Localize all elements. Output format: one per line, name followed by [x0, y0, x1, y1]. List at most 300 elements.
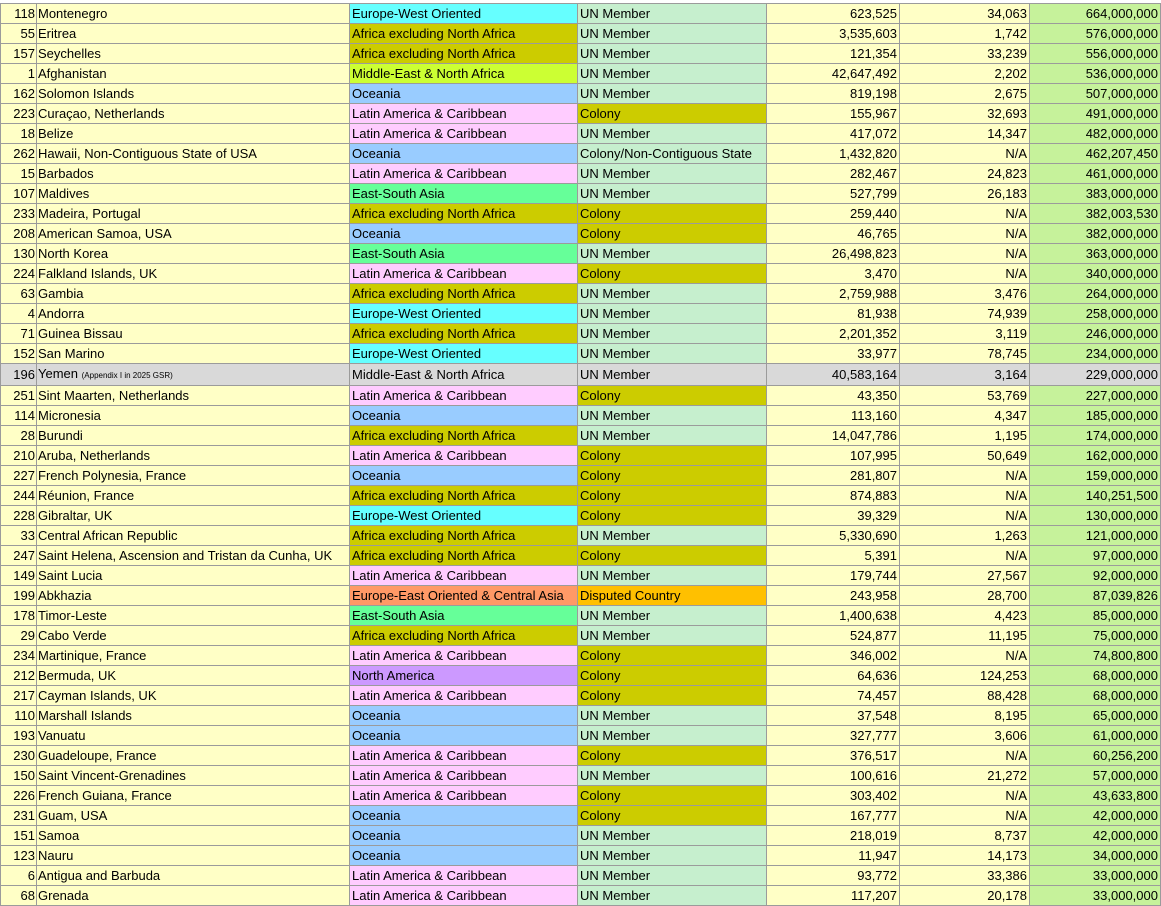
population-cell[interactable]: 43,350: [767, 386, 900, 406]
per-capita-cell[interactable]: 53,769: [900, 386, 1030, 406]
total-cell[interactable]: 140,251,500: [1030, 486, 1161, 506]
population-cell[interactable]: 303,402: [767, 786, 900, 806]
country-cell[interactable]: [37, 646, 350, 666]
country-cell[interactable]: [37, 446, 350, 466]
population-cell[interactable]: 819,198: [767, 84, 900, 104]
population-cell[interactable]: 117,207: [767, 886, 900, 906]
population-cell[interactable]: 93,772: [767, 866, 900, 886]
status-cell[interactable]: UN Member: [578, 826, 767, 846]
country-cell[interactable]: [37, 244, 350, 264]
rank-cell[interactable]: 150: [1, 766, 37, 786]
total-cell[interactable]: 68,000,000: [1030, 686, 1161, 706]
country-cell[interactable]: [37, 846, 350, 866]
rank-cell[interactable]: 33: [1, 526, 37, 546]
status-cell[interactable]: UN Member: [578, 84, 767, 104]
status-cell[interactable]: UN Member: [578, 4, 767, 24]
population-cell[interactable]: 417,072: [767, 124, 900, 144]
rank-cell[interactable]: 231: [1, 806, 37, 826]
region-cell[interactable]: Oceania: [350, 224, 578, 244]
status-cell[interactable]: UN Member: [578, 706, 767, 726]
per-capita-cell[interactable]: 78,745: [900, 344, 1030, 364]
rank-cell[interactable]: 6: [1, 866, 37, 886]
region-cell[interactable]: Europe-West Oriented: [350, 506, 578, 526]
region-cell[interactable]: Europe-West Oriented: [350, 304, 578, 324]
region-cell[interactable]: East-South Asia: [350, 184, 578, 204]
country-cell[interactable]: [37, 786, 350, 806]
total-cell[interactable]: 43,633,800: [1030, 786, 1161, 806]
total-cell[interactable]: 121,000,000: [1030, 526, 1161, 546]
total-cell[interactable]: 229,000,000: [1030, 364, 1161, 386]
region-cell[interactable]: Oceania: [350, 84, 578, 104]
rank-cell[interactable]: 152: [1, 344, 37, 364]
country-cell[interactable]: [37, 24, 350, 44]
population-cell[interactable]: 2,201,352: [767, 324, 900, 344]
per-capita-cell[interactable]: 26,183: [900, 184, 1030, 204]
rank-cell[interactable]: 151: [1, 826, 37, 846]
per-capita-cell[interactable]: N/A: [900, 486, 1030, 506]
country-cell[interactable]: [37, 224, 350, 244]
total-cell[interactable]: 42,000,000: [1030, 826, 1161, 846]
total-cell[interactable]: 159,000,000: [1030, 466, 1161, 486]
total-cell[interactable]: 462,207,450: [1030, 144, 1161, 164]
per-capita-cell[interactable]: 32,693: [900, 104, 1030, 124]
region-cell[interactable]: Oceania: [350, 726, 578, 746]
total-cell[interactable]: 87,039,826: [1030, 586, 1161, 606]
per-capita-cell[interactable]: N/A: [900, 806, 1030, 826]
population-cell[interactable]: 26,498,823: [767, 244, 900, 264]
region-cell[interactable]: Europe-West Oriented: [350, 344, 578, 364]
population-cell[interactable]: 121,354: [767, 44, 900, 64]
status-cell[interactable]: Colony: [578, 204, 767, 224]
rank-cell[interactable]: 227: [1, 466, 37, 486]
country-cell[interactable]: [37, 144, 350, 164]
region-cell[interactable]: Oceania: [350, 144, 578, 164]
rank-cell[interactable]: 178: [1, 606, 37, 626]
rank-cell[interactable]: 28: [1, 426, 37, 446]
per-capita-cell[interactable]: 8,195: [900, 706, 1030, 726]
rank-cell[interactable]: 110: [1, 706, 37, 726]
status-cell[interactable]: UN Member: [578, 324, 767, 344]
country-cell[interactable]: [37, 204, 350, 224]
population-cell[interactable]: 74,457: [767, 686, 900, 706]
status-cell[interactable]: Colony: [578, 666, 767, 686]
region-cell[interactable]: Africa excluding North Africa: [350, 324, 578, 344]
total-cell[interactable]: 57,000,000: [1030, 766, 1161, 786]
per-capita-cell[interactable]: 20,178: [900, 886, 1030, 906]
country-cell[interactable]: [37, 284, 350, 304]
rank-cell[interactable]: 226: [1, 786, 37, 806]
region-cell[interactable]: Latin America & Caribbean: [350, 686, 578, 706]
total-cell[interactable]: 576,000,000: [1030, 24, 1161, 44]
total-cell[interactable]: 363,000,000: [1030, 244, 1161, 264]
region-cell[interactable]: Oceania: [350, 846, 578, 866]
status-cell[interactable]: Colony: [578, 224, 767, 244]
country-cell[interactable]: [37, 566, 350, 586]
total-cell[interactable]: 556,000,000: [1030, 44, 1161, 64]
status-cell[interactable]: UN Member: [578, 124, 767, 144]
population-cell[interactable]: 1,432,820: [767, 144, 900, 164]
per-capita-cell[interactable]: N/A: [900, 264, 1030, 284]
population-cell[interactable]: 14,047,786: [767, 426, 900, 446]
total-cell[interactable]: 75,000,000: [1030, 626, 1161, 646]
region-cell[interactable]: Africa excluding North Africa: [350, 526, 578, 546]
population-cell[interactable]: 46,765: [767, 224, 900, 244]
region-cell[interactable]: Latin America & Caribbean: [350, 746, 578, 766]
rank-cell[interactable]: 107: [1, 184, 37, 204]
per-capita-cell[interactable]: 1,263: [900, 526, 1030, 546]
total-cell[interactable]: 97,000,000: [1030, 546, 1161, 566]
country-cell[interactable]: [37, 324, 350, 344]
total-cell[interactable]: 482,000,000: [1030, 124, 1161, 144]
country-cell[interactable]: [37, 526, 350, 546]
status-cell[interactable]: UN Member: [578, 164, 767, 184]
status-cell[interactable]: Colony/Non-Contiguous State: [578, 144, 767, 164]
region-cell[interactable]: Latin America & Caribbean: [350, 386, 578, 406]
country-cell[interactable]: [37, 626, 350, 646]
per-capita-cell[interactable]: N/A: [900, 506, 1030, 526]
total-cell[interactable]: 33,000,000: [1030, 886, 1161, 906]
total-cell[interactable]: 246,000,000: [1030, 324, 1161, 344]
per-capita-cell[interactable]: 74,939: [900, 304, 1030, 324]
population-cell[interactable]: 107,995: [767, 446, 900, 466]
region-cell[interactable]: Middle-East & North Africa: [350, 64, 578, 84]
population-cell[interactable]: 11,947: [767, 846, 900, 866]
region-cell[interactable]: Oceania: [350, 406, 578, 426]
total-cell[interactable]: 383,000,000: [1030, 184, 1161, 204]
total-cell[interactable]: 162,000,000: [1030, 446, 1161, 466]
rank-cell[interactable]: 118: [1, 4, 37, 24]
status-cell[interactable]: UN Member: [578, 626, 767, 646]
per-capita-cell[interactable]: 11,195: [900, 626, 1030, 646]
status-cell[interactable]: UN Member: [578, 766, 767, 786]
total-cell[interactable]: 264,000,000: [1030, 284, 1161, 304]
country-cell[interactable]: [37, 886, 350, 906]
population-cell[interactable]: 113,160: [767, 406, 900, 426]
rank-cell[interactable]: 123: [1, 846, 37, 866]
region-cell[interactable]: Oceania: [350, 826, 578, 846]
per-capita-cell[interactable]: N/A: [900, 546, 1030, 566]
per-capita-cell[interactable]: 124,253: [900, 666, 1030, 686]
population-cell[interactable]: 327,777: [767, 726, 900, 746]
country-cell[interactable]: [37, 44, 350, 64]
population-cell[interactable]: 179,744: [767, 566, 900, 586]
rank-cell[interactable]: 217: [1, 686, 37, 706]
population-cell[interactable]: 218,019: [767, 826, 900, 846]
rank-cell[interactable]: 244: [1, 486, 37, 506]
region-cell[interactable]: East-South Asia: [350, 244, 578, 264]
status-cell[interactable]: UN Member: [578, 566, 767, 586]
population-cell[interactable]: 259,440: [767, 204, 900, 224]
status-cell[interactable]: Colony: [578, 386, 767, 406]
per-capita-cell[interactable]: N/A: [900, 144, 1030, 164]
rank-cell[interactable]: 130: [1, 244, 37, 264]
region-cell[interactable]: Africa excluding North Africa: [350, 24, 578, 44]
total-cell[interactable]: 185,000,000: [1030, 406, 1161, 426]
country-cell[interactable]: [37, 826, 350, 846]
region-cell[interactable]: Latin America & Caribbean: [350, 766, 578, 786]
region-cell[interactable]: Africa excluding North Africa: [350, 426, 578, 446]
population-cell[interactable]: 3,470: [767, 264, 900, 284]
per-capita-cell[interactable]: N/A: [900, 244, 1030, 264]
total-cell[interactable]: 92,000,000: [1030, 566, 1161, 586]
country-cell[interactable]: [37, 466, 350, 486]
status-cell[interactable]: Colony: [578, 806, 767, 826]
population-cell[interactable]: 100,616: [767, 766, 900, 786]
region-cell[interactable]: Europe-East Oriented & Central Asia: [350, 586, 578, 606]
rank-cell[interactable]: 15: [1, 164, 37, 184]
region-cell[interactable]: Latin America & Caribbean: [350, 264, 578, 284]
per-capita-cell[interactable]: 1,742: [900, 24, 1030, 44]
per-capita-cell[interactable]: 14,173: [900, 846, 1030, 866]
rank-cell[interactable]: 251: [1, 386, 37, 406]
rank-cell[interactable]: 208: [1, 224, 37, 244]
status-cell[interactable]: UN Member: [578, 726, 767, 746]
country-cell[interactable]: [37, 706, 350, 726]
total-cell[interactable]: 61,000,000: [1030, 726, 1161, 746]
rank-cell[interactable]: 212: [1, 666, 37, 686]
population-cell[interactable]: 42,647,492: [767, 64, 900, 84]
country-cell[interactable]: [37, 364, 350, 386]
total-cell[interactable]: 664,000,000: [1030, 4, 1161, 24]
per-capita-cell[interactable]: 3,476: [900, 284, 1030, 304]
per-capita-cell[interactable]: 14,347: [900, 124, 1030, 144]
total-cell[interactable]: 507,000,000: [1030, 84, 1161, 104]
country-cell[interactable]: [37, 486, 350, 506]
country-cell[interactable]: [37, 304, 350, 324]
total-cell[interactable]: 461,000,000: [1030, 164, 1161, 184]
rank-cell[interactable]: 262: [1, 144, 37, 164]
per-capita-cell[interactable]: N/A: [900, 746, 1030, 766]
total-cell[interactable]: 491,000,000: [1030, 104, 1161, 124]
population-cell[interactable]: 524,877: [767, 626, 900, 646]
total-cell[interactable]: 65,000,000: [1030, 706, 1161, 726]
total-cell[interactable]: 536,000,000: [1030, 64, 1161, 84]
country-cell[interactable]: [37, 4, 350, 24]
per-capita-cell[interactable]: 3,606: [900, 726, 1030, 746]
per-capita-cell[interactable]: 2,202: [900, 64, 1030, 84]
population-cell[interactable]: 3,535,603: [767, 24, 900, 44]
total-cell[interactable]: 174,000,000: [1030, 426, 1161, 446]
region-cell[interactable]: Latin America & Caribbean: [350, 124, 578, 144]
population-cell[interactable]: 874,883: [767, 486, 900, 506]
region-cell[interactable]: Africa excluding North Africa: [350, 204, 578, 224]
rank-cell[interactable]: 114: [1, 406, 37, 426]
rank-cell[interactable]: 162: [1, 84, 37, 104]
rank-cell[interactable]: 224: [1, 264, 37, 284]
region-cell[interactable]: Middle-East & North Africa: [350, 364, 578, 386]
per-capita-cell[interactable]: N/A: [900, 224, 1030, 244]
per-capita-cell[interactable]: 88,428: [900, 686, 1030, 706]
status-cell[interactable]: Disputed Country: [578, 586, 767, 606]
population-cell[interactable]: 282,467: [767, 164, 900, 184]
rank-cell[interactable]: 230: [1, 746, 37, 766]
per-capita-cell[interactable]: N/A: [900, 646, 1030, 666]
total-cell[interactable]: 382,000,000: [1030, 224, 1161, 244]
status-cell[interactable]: UN Member: [578, 886, 767, 906]
region-cell[interactable]: Africa excluding North Africa: [350, 626, 578, 646]
country-cell[interactable]: [37, 164, 350, 184]
country-cell[interactable]: [37, 344, 350, 364]
status-cell[interactable]: UN Member: [578, 866, 767, 886]
region-cell[interactable]: Latin America & Caribbean: [350, 786, 578, 806]
rank-cell[interactable]: 210: [1, 446, 37, 466]
status-cell[interactable]: Colony: [578, 786, 767, 806]
per-capita-cell[interactable]: 24,823: [900, 164, 1030, 184]
country-cell[interactable]: [37, 606, 350, 626]
total-cell[interactable]: 33,000,000: [1030, 866, 1161, 886]
total-cell[interactable]: 340,000,000: [1030, 264, 1161, 284]
total-cell[interactable]: 85,000,000: [1030, 606, 1161, 626]
per-capita-cell[interactable]: N/A: [900, 204, 1030, 224]
total-cell[interactable]: 42,000,000: [1030, 806, 1161, 826]
rank-cell[interactable]: 247: [1, 546, 37, 566]
rank-cell[interactable]: 234: [1, 646, 37, 666]
country-cell[interactable]: [37, 586, 350, 606]
population-cell[interactable]: 346,002: [767, 646, 900, 666]
per-capita-cell[interactable]: 1,195: [900, 426, 1030, 446]
population-cell[interactable]: 33,977: [767, 344, 900, 364]
status-cell[interactable]: UN Member: [578, 846, 767, 866]
status-cell[interactable]: UN Member: [578, 344, 767, 364]
total-cell[interactable]: 130,000,000: [1030, 506, 1161, 526]
rank-cell[interactable]: 223: [1, 104, 37, 124]
country-cell[interactable]: [37, 264, 350, 284]
region-cell[interactable]: Oceania: [350, 806, 578, 826]
status-cell[interactable]: UN Member: [578, 244, 767, 264]
rank-cell[interactable]: 4: [1, 304, 37, 324]
status-cell[interactable]: UN Member: [578, 184, 767, 204]
region-cell[interactable]: Africa excluding North Africa: [350, 284, 578, 304]
per-capita-cell[interactable]: 3,119: [900, 324, 1030, 344]
per-capita-cell[interactable]: 4,347: [900, 406, 1030, 426]
per-capita-cell[interactable]: 8,737: [900, 826, 1030, 846]
region-cell[interactable]: Oceania: [350, 706, 578, 726]
country-cell[interactable]: [37, 104, 350, 124]
total-cell[interactable]: 258,000,000: [1030, 304, 1161, 324]
country-cell[interactable]: [37, 766, 350, 786]
country-cell[interactable]: [37, 506, 350, 526]
status-cell[interactable]: UN Member: [578, 284, 767, 304]
rank-cell[interactable]: 149: [1, 566, 37, 586]
status-cell[interactable]: UN Member: [578, 304, 767, 324]
country-cell[interactable]: [37, 806, 350, 826]
status-cell[interactable]: UN Member: [578, 24, 767, 44]
status-cell[interactable]: UN Member: [578, 44, 767, 64]
region-cell[interactable]: Oceania: [350, 466, 578, 486]
status-cell[interactable]: Colony: [578, 546, 767, 566]
total-cell[interactable]: 234,000,000: [1030, 344, 1161, 364]
status-cell[interactable]: UN Member: [578, 606, 767, 626]
population-cell[interactable]: 39,329: [767, 506, 900, 526]
population-cell[interactable]: 1,400,638: [767, 606, 900, 626]
population-cell[interactable]: 40,583,164: [767, 364, 900, 386]
country-cell[interactable]: [37, 64, 350, 84]
per-capita-cell[interactable]: 34,063: [900, 4, 1030, 24]
per-capita-cell[interactable]: N/A: [900, 786, 1030, 806]
per-capita-cell[interactable]: 50,649: [900, 446, 1030, 466]
status-cell[interactable]: UN Member: [578, 406, 767, 426]
rank-cell[interactable]: 228: [1, 506, 37, 526]
region-cell[interactable]: Europe-West Oriented: [350, 4, 578, 24]
status-cell[interactable]: Colony: [578, 506, 767, 526]
rank-cell[interactable]: 29: [1, 626, 37, 646]
region-cell[interactable]: North America: [350, 666, 578, 686]
region-cell[interactable]: Latin America & Caribbean: [350, 866, 578, 886]
region-cell[interactable]: Africa excluding North Africa: [350, 546, 578, 566]
rank-cell[interactable]: 199: [1, 586, 37, 606]
population-cell[interactable]: 155,967: [767, 104, 900, 124]
region-cell[interactable]: Africa excluding North Africa: [350, 486, 578, 506]
country-cell[interactable]: [37, 746, 350, 766]
per-capita-cell[interactable]: 2,675: [900, 84, 1030, 104]
population-cell[interactable]: 623,525: [767, 4, 900, 24]
country-cell[interactable]: [37, 546, 350, 566]
country-cell[interactable]: [37, 686, 350, 706]
population-cell[interactable]: 64,636: [767, 666, 900, 686]
rank-cell[interactable]: 71: [1, 324, 37, 344]
country-cell[interactable]: [37, 666, 350, 686]
rank-cell[interactable]: 196: [1, 364, 37, 386]
total-cell[interactable]: 68,000,000: [1030, 666, 1161, 686]
total-cell[interactable]: 227,000,000: [1030, 386, 1161, 406]
region-cell[interactable]: Latin America & Caribbean: [350, 566, 578, 586]
population-cell[interactable]: 376,517: [767, 746, 900, 766]
per-capita-cell[interactable]: 3,164: [900, 364, 1030, 386]
status-cell[interactable]: Colony: [578, 264, 767, 284]
rank-cell[interactable]: 55: [1, 24, 37, 44]
population-cell[interactable]: 243,958: [767, 586, 900, 606]
status-cell[interactable]: Colony: [578, 446, 767, 466]
per-capita-cell[interactable]: 21,272: [900, 766, 1030, 786]
status-cell[interactable]: Colony: [578, 486, 767, 506]
status-cell[interactable]: Colony: [578, 104, 767, 124]
status-cell[interactable]: UN Member: [578, 526, 767, 546]
per-capita-cell[interactable]: 33,239: [900, 44, 1030, 64]
country-cell[interactable]: [37, 726, 350, 746]
status-cell[interactable]: UN Member: [578, 426, 767, 446]
rank-cell[interactable]: 18: [1, 124, 37, 144]
per-capita-cell[interactable]: 27,567: [900, 566, 1030, 586]
status-cell[interactable]: Colony: [578, 466, 767, 486]
region-cell[interactable]: Latin America & Caribbean: [350, 646, 578, 666]
population-cell[interactable]: 281,807: [767, 466, 900, 486]
status-cell[interactable]: Colony: [578, 646, 767, 666]
region-cell[interactable]: Latin America & Caribbean: [350, 446, 578, 466]
total-cell[interactable]: 34,000,000: [1030, 846, 1161, 866]
status-cell[interactable]: Colony: [578, 746, 767, 766]
per-capita-cell[interactable]: 4,423: [900, 606, 1030, 626]
rank-cell[interactable]: 68: [1, 886, 37, 906]
total-cell[interactable]: 382,003,530: [1030, 204, 1161, 224]
per-capita-cell[interactable]: 28,700: [900, 586, 1030, 606]
population-cell[interactable]: 2,759,988: [767, 284, 900, 304]
per-capita-cell[interactable]: N/A: [900, 466, 1030, 486]
country-cell[interactable]: [37, 406, 350, 426]
population-cell[interactable]: 167,777: [767, 806, 900, 826]
country-cell[interactable]: [37, 426, 350, 446]
status-cell[interactable]: UN Member: [578, 364, 767, 386]
country-cell[interactable]: [37, 866, 350, 886]
region-cell[interactable]: Latin America & Caribbean: [350, 886, 578, 906]
rank-cell[interactable]: 63: [1, 284, 37, 304]
population-cell[interactable]: 37,548: [767, 706, 900, 726]
rank-cell[interactable]: 1: [1, 64, 37, 84]
region-cell[interactable]: Latin America & Caribbean: [350, 164, 578, 184]
population-cell[interactable]: 5,330,690: [767, 526, 900, 546]
population-cell[interactable]: 5,391: [767, 546, 900, 566]
country-cell[interactable]: [37, 184, 350, 204]
status-cell[interactable]: Colony: [578, 686, 767, 706]
